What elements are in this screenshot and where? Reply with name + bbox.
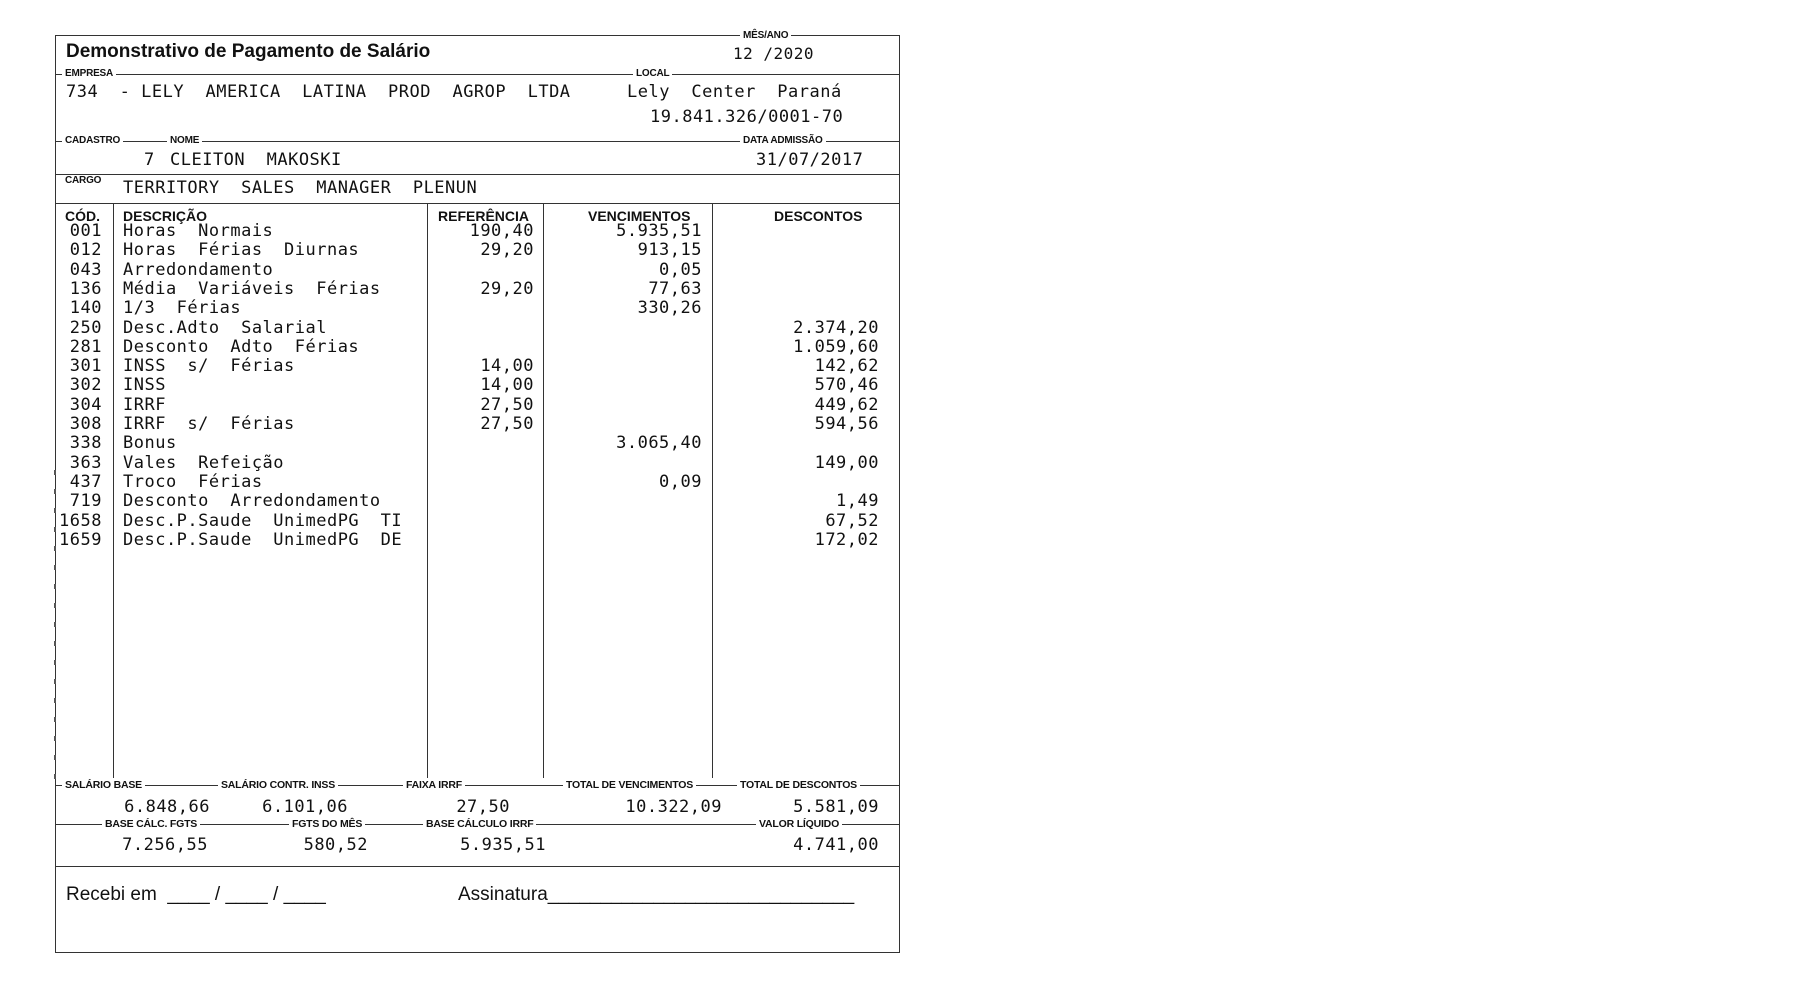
row-descontos: 2.374,20 (793, 317, 879, 338)
total-descontos-value: 5.581,09 (793, 797, 879, 817)
row-vencimentos: 913,15 (637, 240, 702, 261)
col-divider-ref (543, 203, 544, 778)
row-cod: 043 (69, 259, 102, 280)
row-cod: 437 (69, 471, 102, 492)
header-descontos: DESCONTOS (774, 208, 863, 224)
local-value: Lely Center Paraná (627, 82, 842, 102)
label-total-descontos: TOTAL DE DESCONTOS (737, 779, 860, 791)
row-descontos: 142,62 (814, 356, 879, 377)
header-vencimentos: VENCIMENTOS (588, 208, 691, 224)
row-cod: 136 (69, 278, 102, 299)
row-cod: 338 (69, 433, 102, 454)
edge-tick (54, 736, 56, 741)
row-descricao: Vales Refeição (123, 452, 285, 473)
row-descontos: 149,00 (814, 452, 879, 473)
row-descontos: 1,49 (836, 491, 879, 512)
label-cargo: CARGO (62, 175, 104, 186)
fgts-mes-value: 580,52 (303, 835, 368, 855)
row-descricao: Bonus (123, 433, 177, 454)
row-cod: 302 (69, 375, 102, 396)
header-cod: CÓD. (65, 208, 100, 224)
total-vencimentos-value: 10.322,09 (625, 797, 722, 817)
frame-right (899, 35, 900, 953)
row-referencia: 190,40 (469, 221, 534, 241)
label-valor-liquido: VALOR LÍQUIDO (756, 818, 842, 830)
edge-tick (54, 508, 56, 513)
row-descontos: 172,02 (814, 529, 879, 550)
cnpj-value: 19.841.326/0001-70 (650, 107, 844, 127)
row-descontos: 570,46 (814, 375, 879, 396)
edge-tick (54, 774, 56, 779)
row-cod: 304 (69, 394, 102, 415)
col-divider-venc (712, 203, 713, 778)
row-cod: 1659 (59, 529, 102, 550)
row-vencimentos: 77,63 (648, 278, 702, 299)
valor-liquido-value: 4.741,00 (793, 835, 879, 855)
label-salario-contr-inss: SALÁRIO CONTR. INSS (218, 779, 338, 791)
label-data-admissao: DATA ADMISSÃO (740, 135, 826, 146)
row-referencia: 27,50 (480, 394, 534, 415)
row-cod: 001 (69, 221, 102, 241)
document-title: Demonstrativo de Pagamento de Salário (66, 41, 431, 62)
label-empresa: EMPRESA (62, 68, 116, 79)
row-descricao: Horas Normais (123, 221, 274, 241)
faixa-irrf-value: 27,50 (456, 797, 510, 817)
row-cod: 281 (69, 336, 102, 357)
edge-tick (54, 565, 56, 570)
row-referencia: 14,00 (480, 356, 534, 377)
row-descricao: INSS s/ Férias (123, 356, 295, 377)
row-vencimentos: 330,26 (637, 298, 702, 319)
edge-tick (54, 660, 56, 665)
edge-tick (54, 527, 56, 532)
divider-empresa (55, 74, 900, 75)
cadastro-value: 7 (144, 150, 155, 170)
row-cod: 301 (69, 356, 102, 377)
base-calc-fgts-value: 7.256,55 (122, 835, 208, 855)
row-cod: 1658 (59, 510, 102, 531)
edge-tick (54, 489, 56, 494)
row-descricao: Desconto Adto Férias (123, 336, 360, 357)
edge-tick (54, 755, 56, 760)
divider-footer (55, 866, 900, 867)
row-vencimentos: 5.935,51 (616, 221, 702, 241)
row-vencimentos: 0,05 (659, 259, 702, 280)
cargo-value: TERRITORY SALES MANAGER PLENUN (123, 178, 478, 198)
row-cod: 012 (69, 240, 102, 261)
label-total-vencimentos: TOTAL DE VENCIMENTOS (563, 779, 696, 791)
row-descricao: Desconto Arredondamento (123, 491, 381, 512)
row-cod: 363 (69, 452, 102, 473)
row-descricao: Desc.P.Saude UnimedPG DE (123, 529, 403, 550)
edge-tick (54, 546, 56, 551)
label-base-calculo-irrf: BASE CÁLCULO IRRF (423, 818, 536, 830)
row-referencia: 29,20 (480, 278, 534, 299)
edge-tick (54, 584, 56, 589)
row-descricao: Média Variáveis Férias (123, 278, 381, 299)
row-descricao: Desc.P.Saude UnimedPG TI (123, 510, 403, 531)
row-referencia: 29,20 (480, 240, 534, 261)
edge-tick (54, 717, 56, 722)
col-divider-cod (113, 203, 114, 778)
col-divider-desc (427, 203, 428, 778)
label-mes-ano: MÊS/ANO (740, 30, 791, 41)
header-descricao: DESCRIÇÃO (123, 208, 208, 224)
row-cod: 140 (69, 298, 102, 319)
recebi-em-line: Recebi em ____ / ____ / ____ (66, 884, 326, 905)
mes-ano-value: 12 /2020 (733, 44, 815, 63)
row-descricao: IRRF s/ Férias (123, 414, 295, 434)
empresa-value: 734 - LELY AMERICA LATINA PROD AGROP LTDA (66, 82, 571, 102)
edge-tick (54, 698, 56, 703)
divider-cargo (55, 174, 900, 175)
base-calculo-irrf-value: 5.935,51 (460, 835, 546, 855)
edge-tick (54, 679, 56, 684)
row-referencia: 14,00 (480, 375, 534, 396)
salario-contr-inss-value: 6.101,06 (262, 797, 348, 817)
label-cadastro: CADASTRO (62, 135, 123, 146)
frame-bottom (55, 952, 900, 953)
assinatura-line: Assinatura_____________________________ (458, 884, 855, 905)
label-nome: NOME (167, 135, 202, 146)
label-local: LOCAL (633, 68, 672, 79)
nome-value: CLEITON MAKOSKI (170, 150, 342, 170)
row-descricao: 1/3 Férias (123, 298, 242, 319)
label-faixa-irrf: FAIXA IRRF (403, 779, 465, 791)
edge-tick (54, 470, 56, 475)
row-descontos: 594,56 (814, 414, 879, 434)
edge-tick (54, 641, 56, 646)
label-salario-base: SALÁRIO BASE (62, 779, 145, 791)
row-descricao: Desc.Adto Salarial (123, 317, 327, 338)
row-cod: 719 (69, 491, 102, 512)
row-descricao: Troco Férias (123, 471, 263, 492)
row-vencimentos: 0,09 (659, 471, 702, 492)
edge-tick (54, 603, 56, 608)
row-vencimentos: 3.065,40 (616, 433, 702, 454)
row-descontos: 449,62 (814, 394, 879, 415)
divider-table-top (55, 203, 900, 204)
row-descricao: INSS (123, 375, 166, 396)
label-fgts-mes: FGTS DO MÊS (289, 818, 365, 830)
salario-base-value: 6.848,66 (124, 797, 210, 817)
row-descontos: 1.059,60 (793, 336, 879, 357)
label-base-calc-fgts: BASE CÁLC. FGTS (102, 818, 200, 830)
header-referencia: REFERÊNCIA (438, 208, 530, 224)
row-cod: 308 (69, 414, 102, 434)
row-descricao: Arredondamento (123, 259, 274, 280)
row-referencia: 27,50 (480, 414, 534, 434)
row-descricao: Horas Férias Diurnas (123, 240, 360, 261)
data-admissao-value: 31/07/2017 (756, 150, 864, 170)
row-descricao: IRRF (123, 394, 166, 415)
edge-tick (54, 622, 56, 627)
row-descontos: 67,52 (825, 510, 879, 531)
row-cod: 250 (69, 317, 102, 338)
